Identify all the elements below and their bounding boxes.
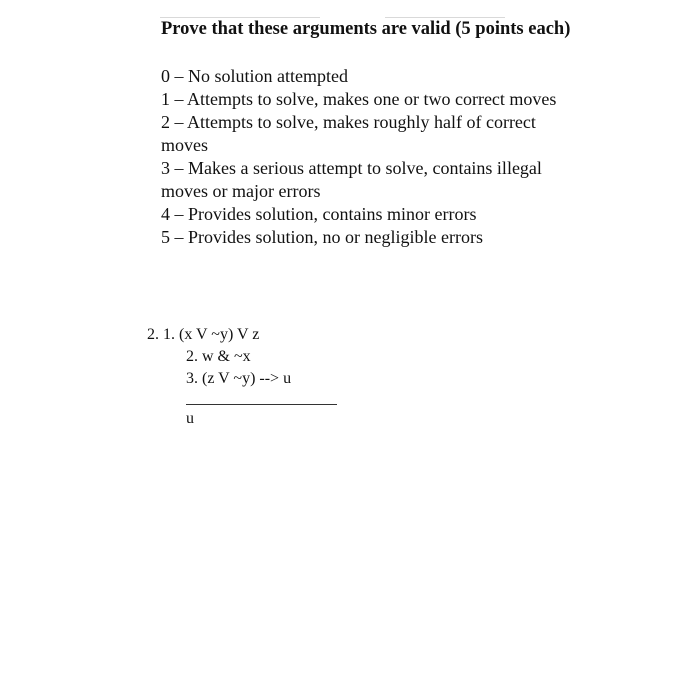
- rubric-line: 2 – Attempts to solve, makes roughly half of correct: [161, 112, 536, 132]
- premise-2: 2. w & ~x: [186, 348, 251, 365]
- page-heading: Prove that these arguments are valid (5 points each): [161, 19, 571, 39]
- rubric-line: 1 – Attempts to solve, makes one or two correct moves: [161, 89, 557, 109]
- problem-2-premises: [147, 324, 291, 390]
- rubric-line: moves: [161, 135, 208, 155]
- premise-3: 3. (z V ~y) --> u: [186, 370, 292, 387]
- conclusion: u: [186, 410, 194, 427]
- grading-rubric: [161, 65, 601, 249]
- premise-1: 2. 1. (x V ~y) V z: [147, 326, 260, 343]
- rubric-line: moves or major errors: [161, 181, 321, 201]
- top-divider-right: [385, 17, 505, 18]
- conclusion-divider: [186, 404, 337, 405]
- top-divider-left: [160, 17, 320, 18]
- rubric-line: 4 – Provides solution, contains minor errors: [161, 204, 477, 224]
- rubric-line: 0 – No solution attempted: [161, 66, 348, 86]
- rubric-line: 5 – Provides solution, no or negligible errors: [161, 227, 483, 247]
- rubric-line: 3 – Makes a serious attempt to solve, contains illegal: [161, 158, 542, 178]
